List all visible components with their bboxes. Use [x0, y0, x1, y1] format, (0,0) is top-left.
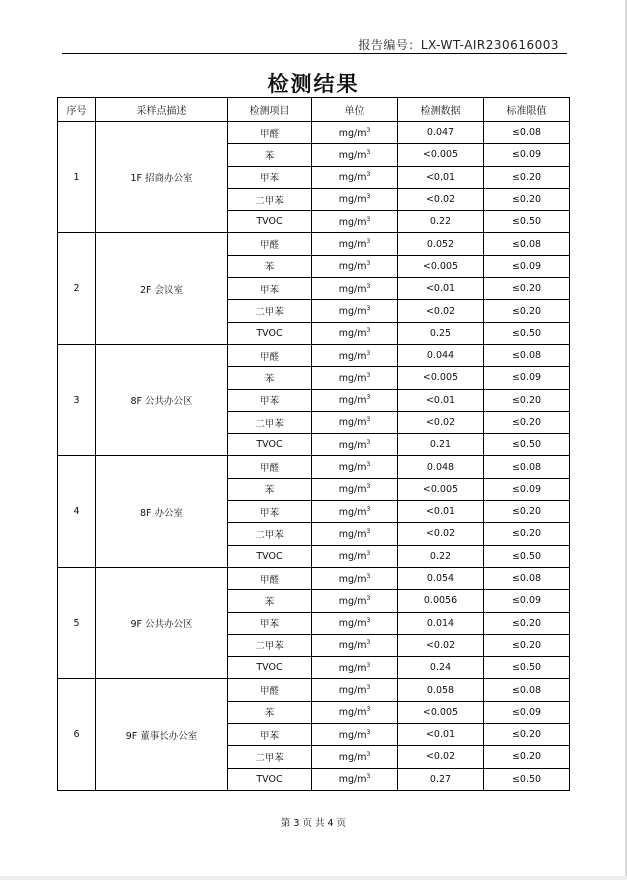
cell-test-item: 甲醛 [228, 456, 312, 478]
cell-standard-limit: ≤0.08 [484, 567, 570, 589]
cell-unit [312, 478, 398, 500]
unit-base: mg/m [338, 618, 367, 630]
unit-exponent: 3 [366, 126, 371, 134]
unit-base: mg/m [338, 439, 367, 451]
cell-unit [312, 590, 398, 612]
cell-sequence-no: 4 [58, 456, 96, 567]
page-number: 第 3 页 共 4 页 [280, 818, 347, 829]
unit-exponent: 3 [366, 505, 371, 513]
cell-standard-limit: ≤0.09 [484, 367, 570, 389]
cell-sampling-location: 8F 办公室 [96, 456, 228, 567]
cell-unit [312, 233, 398, 255]
cell-unit [312, 501, 398, 523]
cell-unit [312, 701, 398, 723]
cell-test-value: <0.02 [398, 188, 484, 210]
cell-test-item: 二甲苯 [228, 523, 312, 545]
unit-base: mg/m [338, 239, 367, 251]
cell-standard-limit: ≤0.50 [484, 657, 570, 679]
cell-test-item: TVOC [228, 768, 312, 790]
cell-test-value: 0.048 [398, 456, 484, 478]
cell-sampling-location: 9F 董事长办公室 [96, 679, 228, 790]
unit-base: mg/m [338, 306, 367, 318]
unit-exponent: 3 [366, 238, 371, 246]
table-row [58, 233, 570, 255]
cell-test-item: 甲醛 [228, 567, 312, 589]
unit-exponent: 3 [366, 594, 371, 602]
cell-unit [312, 634, 398, 656]
cell-unit [312, 411, 398, 433]
cell-test-value: <0.005 [398, 701, 484, 723]
unit-exponent: 3 [366, 706, 371, 714]
cell-standard-limit: ≤0.08 [484, 122, 570, 144]
unit-base: mg/m [338, 261, 367, 273]
unit-exponent: 3 [366, 349, 371, 357]
cell-test-value: 0.044 [398, 344, 484, 366]
unit-base: mg/m [338, 283, 367, 295]
cell-test-item: TVOC [228, 211, 312, 233]
cell-standard-limit: ≤0.50 [484, 322, 570, 344]
cell-test-item: 二甲苯 [228, 300, 312, 322]
table-row [58, 456, 570, 478]
cell-sampling-location: 1F 招商办公室 [96, 122, 228, 233]
cell-standard-limit: ≤0.20 [484, 634, 570, 656]
unit-exponent: 3 [366, 728, 371, 736]
unit-base: mg/m [338, 529, 367, 541]
cell-unit [312, 188, 398, 210]
cell-test-value: <0.02 [398, 300, 484, 322]
cell-test-value: 0.047 [398, 122, 484, 144]
unit-exponent: 3 [366, 304, 371, 312]
cell-sequence-no: 2 [58, 233, 96, 344]
unit-base: mg/m [338, 395, 367, 407]
cell-sampling-location: 9F 公共办公区 [96, 567, 228, 678]
unit-base: mg/m [338, 729, 367, 741]
cell-test-item: 甲苯 [228, 278, 312, 300]
cell-standard-limit: ≤0.09 [484, 144, 570, 166]
cell-standard-limit: ≤0.20 [484, 188, 570, 210]
cell-test-item: 苯 [228, 255, 312, 277]
cell-unit [312, 545, 398, 567]
table-header-row [58, 98, 570, 122]
unit-exponent: 3 [366, 483, 371, 491]
cell-unit [312, 278, 398, 300]
cell-unit [312, 255, 398, 277]
cell-test-value: 0.25 [398, 322, 484, 344]
col-header-unit: 单位 [312, 98, 398, 122]
cell-standard-limit: ≤0.09 [484, 590, 570, 612]
cell-test-item: 甲苯 [228, 389, 312, 411]
cell-standard-limit: ≤0.20 [484, 411, 570, 433]
cell-sequence-no: 3 [58, 344, 96, 455]
cell-test-value: 0.054 [398, 567, 484, 589]
cell-test-item: 甲苯 [228, 501, 312, 523]
cell-standard-limit: ≤0.20 [484, 612, 570, 634]
cell-test-value: 0.27 [398, 768, 484, 790]
unit-base: mg/m [338, 350, 367, 362]
unit-exponent: 3 [366, 416, 371, 424]
cell-unit [312, 211, 398, 233]
unit-exponent: 3 [366, 461, 371, 469]
unit-base: mg/m [338, 216, 367, 228]
cell-sampling-location: 2F 会议室 [96, 233, 228, 344]
cell-sampling-location: 8F 公共办公区 [96, 344, 228, 455]
unit-exponent: 3 [366, 371, 371, 379]
unit-base: mg/m [338, 127, 367, 139]
cell-test-value: <0.02 [398, 523, 484, 545]
cell-unit [312, 389, 398, 411]
unit-exponent: 3 [366, 148, 371, 156]
table-row [58, 567, 570, 589]
unit-exponent: 3 [366, 282, 371, 290]
cell-test-value: 0.22 [398, 211, 484, 233]
unit-base: mg/m [338, 417, 367, 429]
cell-test-value: 0.058 [398, 679, 484, 701]
cell-standard-limit: ≤0.08 [484, 233, 570, 255]
unit-base: mg/m [338, 573, 367, 585]
table-row [58, 344, 570, 366]
col-header-item: 检测项目 [228, 98, 312, 122]
unit-base: mg/m [338, 551, 367, 563]
unit-base: mg/m [338, 484, 367, 496]
unit-base: mg/m [338, 662, 367, 674]
cell-standard-limit: ≤0.08 [484, 344, 570, 366]
page-edge-bottom [0, 876, 627, 880]
cell-test-item: 苯 [228, 144, 312, 166]
unit-exponent: 3 [366, 572, 371, 580]
cell-test-item: 二甲苯 [228, 188, 312, 210]
cell-unit [312, 166, 398, 188]
unit-exponent: 3 [366, 661, 371, 669]
cell-test-value: <0.01 [398, 389, 484, 411]
cell-unit [312, 567, 398, 589]
cell-unit [312, 679, 398, 701]
cell-unit [312, 612, 398, 634]
unit-exponent: 3 [366, 193, 371, 201]
cell-test-value: 0.22 [398, 545, 484, 567]
unit-exponent: 3 [366, 550, 371, 558]
cell-unit [312, 523, 398, 545]
cell-test-item: 甲苯 [228, 166, 312, 188]
cell-test-item: 甲醛 [228, 122, 312, 144]
unit-base: mg/m [338, 640, 367, 652]
cell-test-item: TVOC [228, 434, 312, 456]
unit-base: mg/m [338, 774, 367, 786]
cell-unit [312, 300, 398, 322]
cell-standard-limit: ≤0.09 [484, 478, 570, 500]
cell-standard-limit: ≤0.20 [484, 724, 570, 746]
table-row [58, 122, 570, 144]
header-divider [62, 53, 567, 54]
unit-base: mg/m [338, 707, 367, 719]
cell-unit [312, 746, 398, 768]
cell-test-value: <0.02 [398, 746, 484, 768]
cell-test-item: 甲苯 [228, 724, 312, 746]
col-header-location: 采样点描述 [96, 98, 228, 122]
unit-base: mg/m [338, 595, 367, 607]
page-title: 检测结果 [267, 71, 360, 96]
cell-test-value: 0.052 [398, 233, 484, 255]
cell-test-value: <0.02 [398, 411, 484, 433]
cell-standard-limit: ≤0.50 [484, 768, 570, 790]
cell-test-value: <0.01 [398, 724, 484, 746]
cell-test-item: 二甲苯 [228, 746, 312, 768]
cell-sequence-no: 6 [58, 679, 96, 790]
cell-test-item: TVOC [228, 657, 312, 679]
cell-standard-limit: ≤0.08 [484, 456, 570, 478]
col-header-no: 序号 [58, 98, 96, 122]
cell-test-value: <0.005 [398, 478, 484, 500]
unit-base: mg/m [338, 172, 367, 184]
cell-test-item: 苯 [228, 478, 312, 500]
report-number: 报告编号：LX-WT-AIR230616003 [358, 38, 559, 52]
unit-exponent: 3 [366, 683, 371, 691]
unit-exponent: 3 [366, 617, 371, 625]
cell-test-item: 苯 [228, 701, 312, 723]
cell-standard-limit: ≤0.08 [484, 679, 570, 701]
table-row [58, 679, 570, 701]
unit-base: mg/m [338, 328, 367, 340]
cell-sequence-no: 5 [58, 567, 96, 678]
cell-test-item: TVOC [228, 545, 312, 567]
cell-test-item: 二甲苯 [228, 411, 312, 433]
unit-base: mg/m [338, 506, 367, 518]
cell-unit [312, 434, 398, 456]
cell-standard-limit: ≤0.50 [484, 211, 570, 233]
cell-standard-limit: ≤0.20 [484, 389, 570, 411]
unit-exponent: 3 [366, 327, 371, 335]
unit-exponent: 3 [366, 773, 371, 781]
col-header-limit: 标准限值 [484, 98, 570, 122]
cell-test-value: <0.005 [398, 144, 484, 166]
unit-exponent: 3 [366, 171, 371, 179]
unit-base: mg/m [338, 372, 367, 384]
cell-standard-limit: ≤0.20 [484, 501, 570, 523]
results-body [58, 122, 570, 791]
cell-unit [312, 344, 398, 366]
unit-base: mg/m [338, 752, 367, 764]
cell-test-item: 苯 [228, 367, 312, 389]
cell-test-item: 二甲苯 [228, 634, 312, 656]
cell-standard-limit: ≤0.20 [484, 523, 570, 545]
cell-test-value: 0.24 [398, 657, 484, 679]
cell-test-item: 苯 [228, 590, 312, 612]
cell-standard-limit: ≤0.20 [484, 166, 570, 188]
cell-standard-limit: ≤0.50 [484, 545, 570, 567]
cell-standard-limit: ≤0.20 [484, 300, 570, 322]
cell-test-value: 0.21 [398, 434, 484, 456]
cell-test-item: TVOC [228, 322, 312, 344]
unit-exponent: 3 [366, 438, 371, 446]
cell-test-value: <0.01 [398, 278, 484, 300]
unit-exponent: 3 [366, 750, 371, 758]
unit-base: mg/m [338, 462, 367, 474]
cell-unit [312, 144, 398, 166]
unit-base: mg/m [338, 150, 367, 162]
cell-unit [312, 367, 398, 389]
results-table [57, 97, 570, 791]
cell-test-value: 0.0056 [398, 590, 484, 612]
unit-exponent: 3 [366, 639, 371, 647]
cell-standard-limit: ≤0.50 [484, 434, 570, 456]
cell-unit [312, 456, 398, 478]
cell-test-item: 甲醛 [228, 233, 312, 255]
col-header-value: 检测数据 [398, 98, 484, 122]
unit-exponent: 3 [366, 215, 371, 223]
cell-test-value: <0.01 [398, 166, 484, 188]
cell-sequence-no: 1 [58, 122, 96, 233]
cell-test-value: <0.01 [398, 501, 484, 523]
unit-exponent: 3 [366, 260, 371, 268]
cell-test-item: 甲苯 [228, 612, 312, 634]
unit-exponent: 3 [366, 527, 371, 535]
cell-unit [312, 724, 398, 746]
cell-test-value: <0.005 [398, 255, 484, 277]
cell-test-value: <0.005 [398, 367, 484, 389]
unit-base: mg/m [338, 685, 367, 697]
unit-exponent: 3 [366, 394, 371, 402]
cell-standard-limit: ≤0.20 [484, 746, 570, 768]
cell-test-item: 甲醛 [228, 679, 312, 701]
cell-test-value: 0.014 [398, 612, 484, 634]
cell-test-value: <0.02 [398, 634, 484, 656]
cell-unit [312, 322, 398, 344]
cell-unit [312, 657, 398, 679]
cell-unit [312, 122, 398, 144]
cell-unit [312, 768, 398, 790]
cell-standard-limit: ≤0.20 [484, 278, 570, 300]
cell-standard-limit: ≤0.09 [484, 255, 570, 277]
unit-base: mg/m [338, 194, 367, 206]
cell-test-item: 甲醛 [228, 344, 312, 366]
cell-standard-limit: ≤0.09 [484, 701, 570, 723]
